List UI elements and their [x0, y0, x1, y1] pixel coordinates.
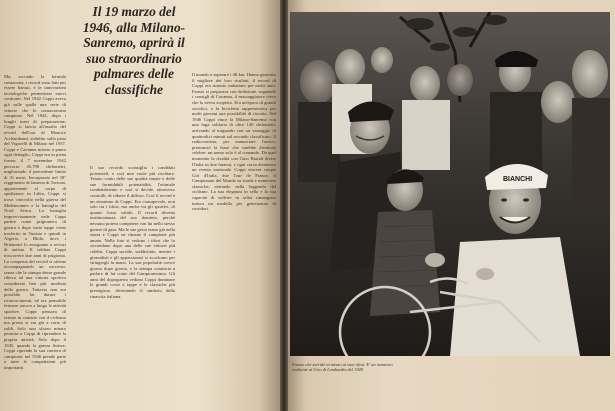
- cap-brand-text: BIANCHI: [503, 176, 533, 183]
- coppi-photo: [290, 12, 610, 356]
- body-column-3: Il mondo a superare i 46 km. Hanno generato il migliore dei loro risultati, il record di Coppi era rimasto imbattuto per molti anni. Fausto si preparava con dedizione, seguendo i consigli di Cavanna, il massaggiatore cieco che lo aveva scoperto. Era un'epoca di grandi sacrifici, e la bicicletta rappresentava per molti giovani una possibilità di riscatto. Nel 1946 Coppi vince la Milano-Sanremo con una fuga solitaria di oltre 140 chilometri, arrivando al traguardo con un vantaggio di quattordici minuti sul secondo classificato. Il radiocronista, per annunciare l'arrivo, pronunciò la frase che sarebbe diventata celebre: un uomo solo è al comando. Da quel momento la rivalità con Gino Bartali divise l'Italia in due fazioni, e ogni corsa diventava un evento nazionale. Coppi vincerà cinque Giri d'Italia, due Tour de France, il Campionato del Mondo su strada e numerose classiche, entrando nella leggenda del ciclismo. La sua eleganza in sella e la sua capacità di soffrire in salita rimangono tuttora un modello per generazioni di corridori.: [192, 72, 276, 212]
- body-column-1: Ma, secondo la formula consacrata, i record sono fatti per essere battuti, e le innovazioni tecnologiche permettono nuovi confronti. Nel 1942 Coppi aveva già sulle spalle una serie di vittorie che lo consacravano campione. Nel 1942, dopo i lunghi mesi di preparazione, Coppi si lancia all'assalto del record dell'ora di Maurice Archambaud, stabilito sulla pista del Vigorelli di Milano nel 1937. Coppi e Cavanna misero a punto ogni dettaglio, Coppi era in piena forma: il 7 novembre 1942 percorse 45,798 chilometri, migliorando il precedente limite di 31 metri. Incorporato nel 38° reggimento di fanteria di Tortona, appartenente al corpo di spedizione in Libia, Coppi si trova coinvolto nella guerra del Mediterraneo e la battaglia del Nord Africa. La battaglia improvvisamente vede Coppi partire come prigioniero di guerra e dopo varie tappe viene trasferito in Tunisia e quindi in Algeria, a Blida, dove i Britannici lo assegnano a servizi di autista. Il soldato Coppi trascorrerà due anni di prigionia. La conquista del record si ottiene accompagnando un successo, senza che la stampa desse grande rilievo ad una vittoria sportiva considerata ben più modesta della guerra. Tuttavia non era possibile far durare i riconoscimenti, né era pensabile fermare ancora a lungo le attività sportive. Coppi pensava di restare in contatto con il ciclismo ma presto si era già a corto di soldi. Solo uno sforzo mirato permise a Coppi di riprendere la propria attività. Solo dopo il 1945, quando la guerra finisce, Coppi riprende la sua carriera di campione: nel 1946 prende parte a tutte le competizioni più importanti.: [4, 74, 66, 370]
- headline: Il 19 marzo del 1946, alla Milano-Sanremo, aprirà il suo straordinario palmares delle classifiche: [82, 4, 186, 97]
- photo-caption: Fausto che sorride in mezzo ai suoi tifosi. E' un momento esaltante al Giro di Lombardia del 1949: [292, 362, 393, 373]
- body-column-2: Il suo recordo sconsiglia i candidati potenziali, e così non vuole più rischiare. Tenuto conto delle sue qualità innate e delle sue formidabili potenzialità, l'ottimale combattimento e così si decide, attraverso controlli, di ridurre il diffuso. Così il record è un sinonimo di Coppi. Era consapevole, non solo tra i tifosi, ma anche tra gli sportivi, di quanto fosse valido. Il record diventa testimonianza del suo dominio, perché nessuno poteva competere con lui nello stesso genere di gara. Ma le sue gesta erano già nella storia e Coppi ne rimane il campione più amato. Nella foto si vedono i tifosi che lo circondano dopo una delle sue vittorie più celebri. Coppi sorride, soddisfatto, mentre i giornalisti e gli appassionati si accalcano per stringergli la mano. La sua popolarità cresce giorno dopo giorno, e la stampa comincia a parlare di lui come del Campionissimo. Gli anni del dopoguerra vedono Coppi dominare le grandi corse a tappe e le classiche più prestigiose, diventando il simbolo della rinascita italiana.: [90, 165, 175, 299]
- page-gutter: [280, 0, 288, 411]
